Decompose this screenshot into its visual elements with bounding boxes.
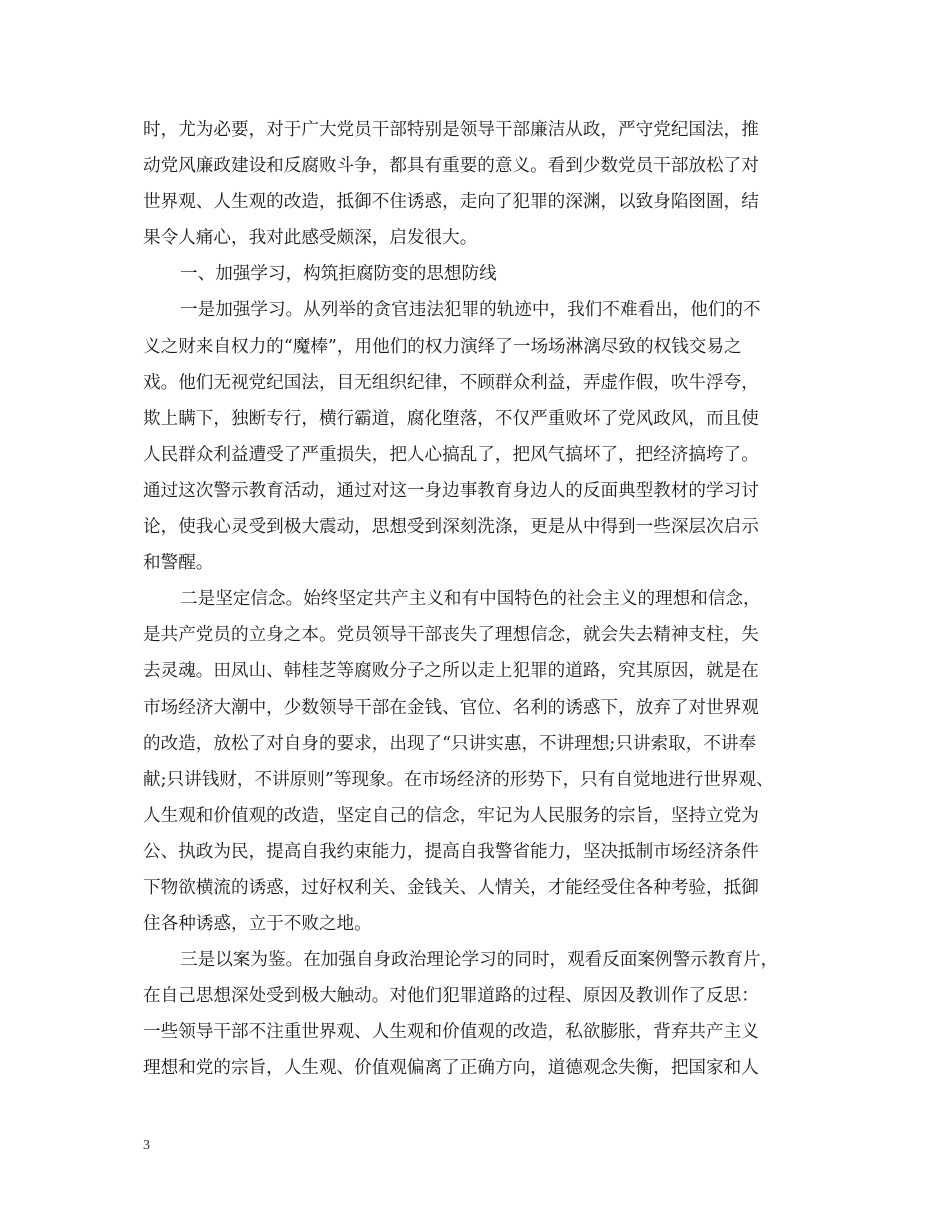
- text-line: 义之财来自权力的“魔棒”，用他们的权力演绎了一场场淋漓尽致的权钱交易之: [143, 336, 742, 357]
- text-line: 动党风廉政建设和反腐败斗争，都具有重要的意义。看到少数党员干部放松了对: [143, 156, 759, 177]
- text-line: 是共产党员的立身之本。党员领导干部丧失了理想信念，就会失去精神支柱，失: [143, 625, 759, 646]
- text-line: 献;只讲钱财，不讲原则”等现象。在市场经济的形势下，只有自觉地进行世界观、: [143, 769, 774, 790]
- text-line: 人生观和价值观的改造，坚定自己的信念，牢记为人民服务的宗旨，坚持立党为: [143, 805, 759, 826]
- text-line: 通过这次警示教育活动，通过对这一身边事教育身边人的反面典型教材的学习讨: [143, 480, 759, 501]
- text-line: 戏。他们无视党纪国法，目无组织纪律，不顾群众利益，弄虚作假，吹牛浮夸，: [143, 372, 759, 393]
- text-line: 下物欲横流的诱惑，过好权利关、金钱关、人情关，才能经受住各种考验，抵御: [143, 877, 759, 898]
- text-line: 理想和党的宗旨，人生观、价值观偏离了正确方向，道德观念失衡，把国家和人: [143, 1058, 759, 1079]
- text-line: 论，使我心灵受到极大震动，思想受到深刻洗涤，更是从中得到一些深层次启示: [143, 517, 759, 538]
- text-line: 公、执政为民，提高自我约束能力，提高自我警省能力，坚决抵制市场经济条件: [143, 841, 759, 862]
- text-line: 住各种诱惑，立于不败之地。: [143, 914, 372, 935]
- text-line: 市场经济大潮中，少数领导干部在金钱、官位、名利的诱惑下，放弃了对世界观: [143, 697, 759, 718]
- text-line: 一些领导干部不注重世界观、人生观和价值观的改造，私欲膨胀，背弃共产主义: [143, 1022, 759, 1043]
- page-number: 3: [143, 1138, 150, 1153]
- text-line: 果令人痛心，我对此感受颇深，启发很大。: [143, 228, 478, 249]
- text-line: 时，尤为必要，对于广大党员干部特别是领导干部廉洁从政，严守党纪国法，推: [143, 120, 759, 140]
- paragraph-first-line: 三是以案为鉴。在加强自身政治理论学习的同时，观看反面案例警示教育片，: [180, 950, 779, 971]
- text-line: 在自己思想深处受到极大触动。对他们犯罪道路的过程、原因及教训作了反思：: [143, 986, 759, 1007]
- text-line: 和警醒。: [143, 553, 214, 574]
- paragraph-first-line: 一是加强学习。从列举的贪官违法犯罪的轨迹中，我们不难看出，他们的不: [180, 300, 761, 321]
- section-heading: 一、加强学习，构筑拒腐防变的思想防线: [180, 264, 497, 285]
- text-line: 人民群众利益遭受了严重损失，把人心搞乱了，把风气搞坏了，把经济搞垮了。: [143, 444, 759, 465]
- text-line: 去灵魂。田凤山、韩桂芝等腐败分子之所以走上犯罪的道路，究其原因，就是在: [143, 661, 759, 682]
- paragraph-first-line: 二是坚定信念。始终坚定共产主义和有中国特色的社会主义的理想和信念，: [180, 589, 761, 610]
- text-line: 世界观、人生观的改造，抵御不住诱惑，走向了犯罪的深渊，以致身陷囹圄，结: [143, 192, 759, 213]
- document-body: [143, 112, 813, 1087]
- text-line: 的改造，放松了对自身的要求，出现了“只讲实惠，不讲理想;只讲索取，不讲奉: [143, 733, 757, 754]
- text-line: 欺上瞒下，独断专行，横行霸道，腐化堕落，不仅严重败坏了党风政风，而且使: [143, 408, 759, 429]
